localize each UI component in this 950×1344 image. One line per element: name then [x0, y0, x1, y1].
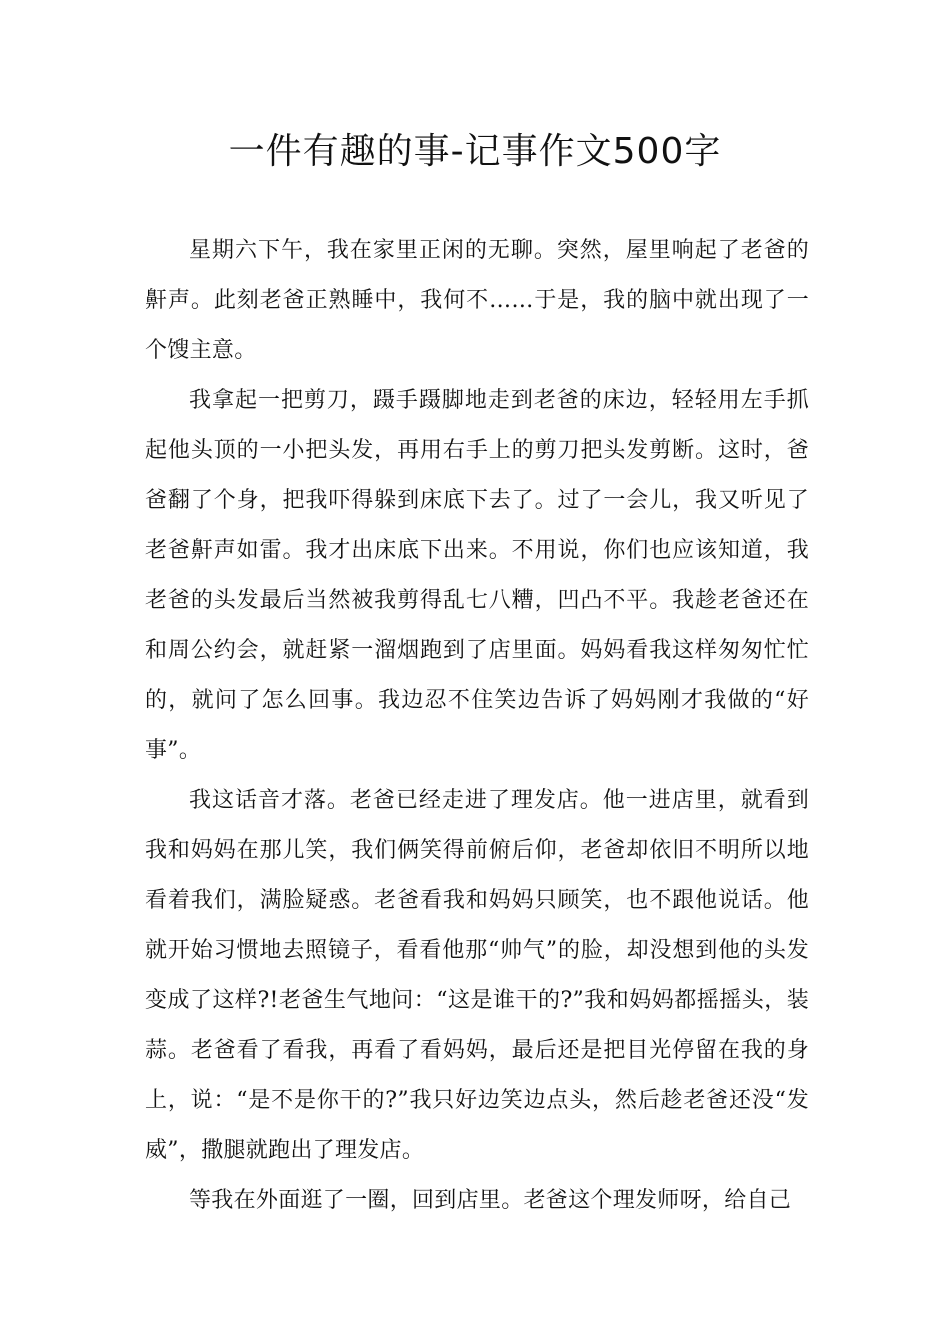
- paragraph-1: 星期六下午，我在家里正闲的无聊。突然，屋里响起了老爸的鼾声。此刻老爸正熟睡中，我何不……于是，我的脑中就出现了一个馊主意。: [145, 238, 809, 363]
- document-title: 一件有趣的事-记事作文500字: [228, 131, 722, 172]
- paragraph-3: 我这话音才落。老爸已经走进了理发店。他一进店里，就看到我和妈妈在那儿笑，我们俩笑得前俯后仰，老爸却依旧不明所以地看着我们，满脸疑惑。老爸看我和妈妈只顾笑，也不跟他说话。他就开始习惯地去照镜子，看看他那“帅气”的脸，却没想到他的头发变成了这样?!老爸生气地问：“这是谁干的?”我和妈妈都摇摇头，装蒜。老爸看了看我，再看了看妈妈，最后还是把目光停留在我的身上，说：“是不是你干的?”我只好边笑边点头，然后趁老爸还没“发威”，撒腿就跑出了理发店。: [145, 788, 809, 1163]
- document-body: [145, 226, 809, 1226]
- paragraph-2: 我拿起一把剪刀，蹑手蹑脚地走到老爸的床边，轻轻用左手抓起他头顶的一小把头发，再用右手上的剪刀把头发剪断。这时，爸爸翻了个身，把我吓得躲到床底下去了。过了一会儿，我又听见了老爸鼾声如雷。我才出床底下出来。不用说，你们也应该知道，我老爸的头发最后当然被我剪得乱七八糟，凹凸不平。我趁老爸还在和周公约会，就赶紧一溜烟跑到了店里面。妈妈看我这样匆匆忙忙的，就问了怎么回事。我边忍不住笑边告诉了妈妈刚才我做的“好事”。: [145, 388, 809, 763]
- paragraph-4: 等我在外面逛了一圈，回到店里。老爸这个理发师呀，给自己: [189, 1188, 792, 1213]
